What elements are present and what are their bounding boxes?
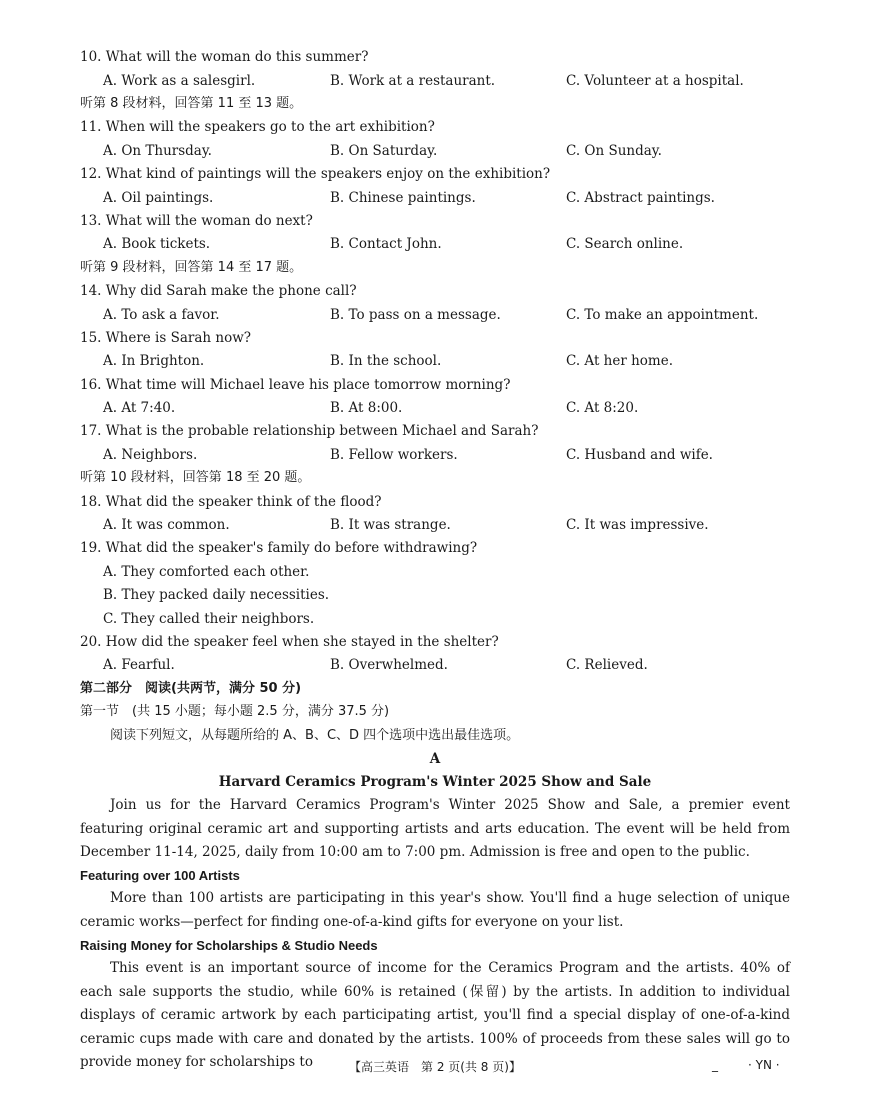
question-stem: 17. What is the probable relationship between Michael and Sarah?: [80, 423, 539, 439]
passage-paragraph-3: This event is an important source of income for the Ceramics Program and the artists. 40% of each sale supports the studio, while 60% is retained (保留) by the artists. In addition to individual displays of ceramic artwork by each participating artist, you'll find a special display of one-of-a-kind ceramic cups made with care and donated by the artists. 100% of proceeds from these sales will go to provide money for scholarships to: [80, 960, 790, 1070]
option-c: C. Husband and wife.: [566, 447, 713, 463]
footer-dash: _: [712, 1058, 718, 1072]
option-a: A. Neighbors.: [103, 447, 198, 463]
paper-code: · YN ·: [748, 1058, 780, 1072]
option-a: A. Oil paintings.: [103, 190, 214, 206]
option-a: A. Book tickets.: [103, 236, 211, 252]
passage-paragraph-2: More than 100 artists are participating in this year's show. You'll find a huge selection of unique ceramic works—perfect for finding one-of-a-kind gifts for everyone on your list.: [80, 890, 790, 930]
option-a: A. It was common.: [103, 517, 230, 533]
option-a: A. In Brighton.: [103, 353, 205, 369]
option-a: A. They comforted each other.: [103, 564, 310, 580]
option-b: B. On Saturday.: [330, 143, 438, 159]
passage-title: Harvard Ceramics Program's Winter 2025 Show and Sale: [218, 774, 652, 790]
question-stem: 18. What did the speaker think of the flood?: [80, 494, 382, 510]
part2-title: 第二部分 阅读(共两节，满分 50 分): [80, 681, 302, 696]
option-c: C. At 8:20.: [566, 400, 639, 416]
passage-label: A: [429, 751, 441, 767]
part2-instruction: 阅读下列短文，从每题所给的 A、B、C、D 四个选项中选出最佳选项。: [110, 728, 520, 743]
passage-heading-1: Featuring over 100 Artists: [80, 868, 240, 883]
option-b: B. In the school.: [330, 353, 442, 369]
option-c: C. To make an appointment.: [566, 307, 759, 323]
question-stem: 13. What will the woman do next?: [80, 213, 313, 229]
option-a: A. Fearful.: [103, 657, 175, 673]
option-c: C. Volunteer at a hospital.: [566, 73, 744, 89]
option-c: C. Abstract paintings.: [566, 190, 715, 206]
option-a: A. To ask a favor.: [103, 307, 220, 323]
question-stem: 10. What will the woman do this summer?: [80, 49, 369, 65]
option-b: B. Work at a restaurant.: [330, 73, 496, 89]
section-note-9: 听第 9 段材料，回答第 14 至 17 题。: [80, 260, 303, 275]
option-c: C. Relieved.: [566, 657, 648, 673]
page-number: 【高三英语 第 2 页(共 8 页)】: [349, 1060, 521, 1074]
question-stem: 12. What kind of paintings will the speakers enjoy on the exhibition?: [80, 166, 551, 182]
option-a: A. Work as a salesgirl.: [103, 73, 256, 89]
passage-heading-2: Raising Money for Scholarships & Studio Needs: [80, 938, 378, 953]
option-b: B. At 8:00.: [330, 400, 403, 416]
option-b: B. Overwhelmed.: [330, 657, 448, 673]
section-note-8: 听第 8 段材料，回答第 11 至 13 题。: [80, 96, 303, 111]
question-stem: 14. Why did Sarah make the phone call?: [80, 283, 357, 299]
option-b: B. Chinese paintings.: [330, 190, 476, 206]
question-stem: 15. Where is Sarah now?: [80, 330, 251, 346]
question-stem: 19. What did the speaker's family do before withdrawing?: [80, 540, 478, 556]
option-a: A. On Thursday.: [103, 143, 212, 159]
option-c: C. It was impressive.: [566, 517, 709, 533]
question-stem: 20. How did the speaker feel when she stayed in the shelter?: [80, 634, 499, 650]
option-b: B. They packed daily necessities.: [103, 587, 330, 603]
option-b: B. It was strange.: [330, 517, 451, 533]
part2-subsection: 第一节 (共 15 小题；每小题 2.5 分，满分 37.5 分): [80, 704, 390, 719]
option-c: C. Search online.: [566, 236, 684, 252]
option-c: C. At her home.: [566, 353, 673, 369]
option-b: B. Contact John.: [330, 236, 442, 252]
option-a: A. At 7:40.: [103, 400, 176, 416]
option-b: B. To pass on a message.: [330, 307, 501, 323]
question-stem: 16. What time will Michael leave his place tomorrow morning?: [80, 377, 511, 393]
option-c: C. On Sunday.: [566, 143, 662, 159]
option-b: B. Fellow workers.: [330, 447, 458, 463]
section-note-10: 听第 10 段材料，回答第 18 至 20 题。: [80, 470, 311, 485]
question-stem: 11. When will the speakers go to the art exhibition?: [80, 119, 435, 135]
option-c: C. They called their neighbors.: [103, 611, 315, 627]
passage-paragraph-1: Join us for the Harvard Ceramics Program's Winter 2025 Show and Sale, a premier event featuring original ceramic art and supporting artists and arts education. The event will be held from December 11-14, 2025, daily from 10:00 am to 7:00 pm. Admission is free and open to the public.: [80, 797, 790, 860]
